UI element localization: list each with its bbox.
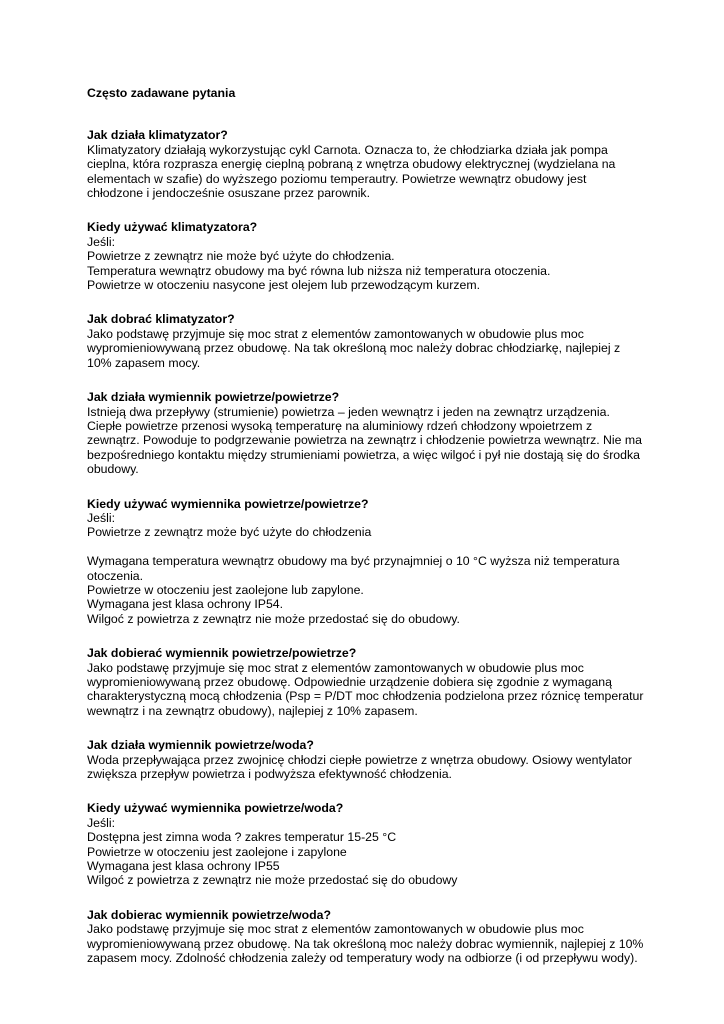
faq-section (87, 908, 647, 966)
faq-question: Kiedy używać wymiennika powietrze/woda? (87, 801, 344, 816)
answer-line: Powietrze z zewnątrz może być użyte do chłodzenia (87, 525, 372, 540)
faq-question: Kiedy używać wymiennika powietrze/powietrze? (87, 496, 369, 511)
answer-line: Powietrze z zewnątrz nie może być użyte do chłodzenia. (87, 249, 395, 264)
faq-section (87, 801, 647, 887)
faq-section (87, 128, 647, 200)
faq-question: Jak działa wymiennik powietrze/woda? (87, 738, 314, 753)
answer-line: Wilgoć z powietrza z zewnątrz nie może przedostać się do obudowy (87, 873, 458, 888)
faq-section (87, 390, 647, 476)
answer-line: charakterystyczną mocą chłodzenia (Psp = P/DT moc chłodzenia podzielona przez róznicę temperatur (87, 689, 644, 704)
faq-question: Kiedy używać klimatyzatora? (87, 220, 258, 235)
answer-line: zewnątrz. Powoduje to podgrzewanie powietrza na zewnątrz i chłodzenie powietrza wewnątrz. Nie ma (87, 433, 643, 448)
faq-section (87, 646, 647, 718)
answer-line: Dostępna jest zimna woda ? zakres temperatur 15-25 °C (87, 830, 397, 845)
answer-line: wypromieniowywaną przez obudowę. Na tak określoną moc należy dobrac chłodziarkę, najlepiej z (87, 341, 621, 356)
faq-section (87, 497, 647, 627)
answer-line: wypromieniowywaną przez obudowę. Na tak określoną moc należy dobrac wymiennik, najlepiej z 10% (87, 936, 644, 951)
faq-section (87, 312, 647, 370)
blank-line (87, 540, 647, 554)
answer-line: Jako podstawę przyjmuje się moc strat z elementów zamontowanych w obudowie plus moc (87, 326, 584, 341)
answer-line: Woda przepływająca przez zwojnicę chłodzi ciepłe powietrze z wnętrza obudowy. Osiowy wentylator (87, 752, 632, 767)
answer-line: zapasem mocy. Zdolność chłodzenia zależy od temperatury wody na odbiorze (i od przepływu wody). (87, 951, 638, 966)
answer-line: Wymagana jest klasa ochrony IP54. (87, 597, 284, 612)
answer-line: otoczenia. (87, 568, 144, 583)
answer-line: wypromieniowywaną przez obudowę. Odpowiednie urządzenie dobiera się zgodnie z wymaganą (87, 674, 612, 689)
answer-line: obudowy. (87, 462, 139, 477)
answer-line: Powietrze w otoczeniu jest zaolejone lub zapylone. (87, 582, 364, 597)
answer-line: zwiększa przepływ powietrza i podwyższa efektywność chłodzenia. (87, 767, 452, 782)
page-title: Często zadawane pytania (87, 86, 236, 100)
answer-line: Wilgoć z powietrza z zewnątrz nie może przedostać się do obudowy. (87, 611, 460, 626)
faq-question: Jak dobierac wymiennik powietrze/woda? (87, 907, 331, 922)
answer-line: cieplna, która rozprasza energię cieplną pobraną z wnętrza obudowy elektrycznej (wydzielana na (87, 157, 616, 172)
answer-line: elementach w szafie) do wyższego poziomu temperautry. Powietrze wewnątrz obudowy jest (87, 171, 587, 186)
faq-section (87, 738, 647, 781)
answer-line: Wymagana jest klasa ochrony IP55 (87, 859, 280, 874)
answer-line: Ciepłe powietrze przenosi wysoką temperaturę na aluminiowy rdzeń chłodzony wpoietrzem z (87, 418, 593, 433)
answer-line: Wymagana temperatura wewnątrz obudowy ma być przynajmniej o 10 °C wyższa niż temperatura (87, 554, 620, 569)
faq-question: Jak dobrać klimatyzator? (87, 312, 235, 327)
faq-question: Jak dobierać wymiennik powietrze/powietrze? (87, 646, 357, 661)
answer-line: Jako podstawę przyjmuje się moc strat z elementów zamontowanych w obudowie plus moc (87, 660, 584, 675)
answer-line: Temperatura wewnątrz obudowy ma być równa lub niższa niż temperatura otoczenia. (87, 263, 551, 278)
faq-question: Jak działa wymiennik powietrze/powietrze? (87, 390, 340, 405)
answer-line: bezpośredniego kontaktu między strumieniami powietrza, a więc wilgoć i pył nie dostają się do środka (87, 447, 640, 462)
answer-line: Jeśli: (87, 815, 116, 830)
answer-line: Powietrze w otoczeniu jest zaolejone i zapylone (87, 844, 347, 859)
answer-line: 10% zapasem mocy. (87, 355, 201, 370)
answer-line: Powietrze w otoczeniu nasycone jest olejem lub przewodzącym kurzem. (87, 278, 480, 293)
answer-line: Istnieją dwa przepływy (strumienie) powietrza – jeden wewnątrz i jeden na zewnątrz urządzenia. (87, 404, 610, 419)
document-page (87, 86, 647, 985)
answer-line: Klimatyzatory działają wykorzystując cykl Carnota. Oznacza to, że chłodziarka działa jak pompa (87, 142, 608, 157)
answer-line: Jeśli: (87, 234, 116, 249)
faq-section (87, 220, 647, 292)
answer-line: Jako podstawę przyjmuje się moc strat z elementów zamontowanych w obudowie plus moc (87, 922, 584, 937)
faq-question: Jak działa klimatyzator? (87, 128, 228, 143)
answer-line: wewnątrz i na zewnątrz obudowy), najlepiej z 10% zapasem. (87, 703, 418, 718)
answer-line: chłodzone i jendocześnie osuszane przez parownik. (87, 186, 370, 201)
answer-line: Jeśli: (87, 510, 116, 525)
